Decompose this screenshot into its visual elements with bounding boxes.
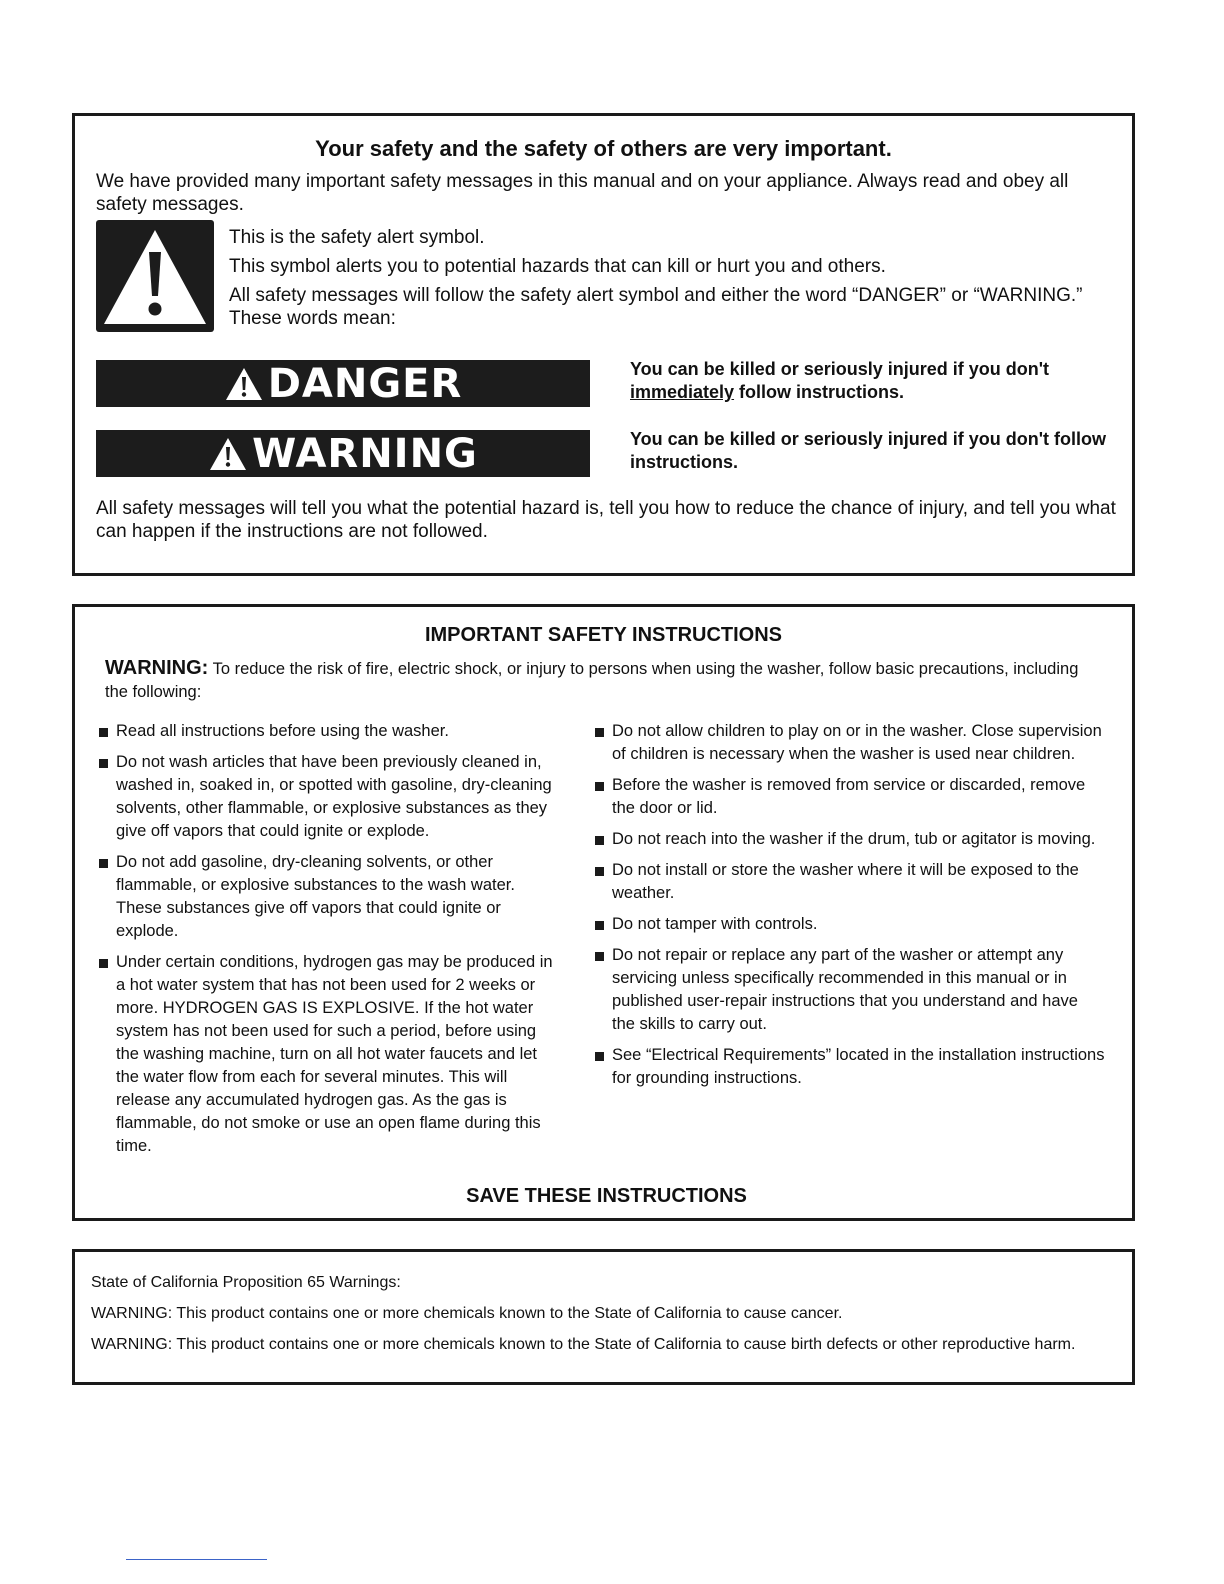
danger-signal-word (96, 360, 590, 407)
prop65-title: State of California Proposition 65 Warnings: (91, 1274, 401, 1291)
bullet-icon (595, 952, 604, 961)
bullet-icon (595, 867, 604, 876)
list-item-text: Do not tamper with controls. (612, 915, 818, 933)
list-item (99, 751, 559, 843)
safety-title: Your safety and the safety of others are very important. (315, 136, 892, 161)
list-item-text: Do not allow children to play on or in the washer. Close supervision of children is necessary when the washer is used near children. (612, 722, 1102, 763)
symbol-line: This symbol alerts you to potential hazards that can kill or hurt you and others. (229, 256, 886, 277)
danger-label: DANGER (267, 360, 463, 407)
warning-label: WARNING (252, 430, 478, 477)
list-item-text: Do not install or store the washer where it will be exposed to the weather. (612, 861, 1079, 902)
danger-desc-end: follow instructions. (734, 382, 905, 402)
bullet-icon (595, 782, 604, 791)
list-item (595, 944, 1105, 1036)
safety-info-box (72, 113, 1135, 576)
danger-desc-start: You can be killed or seriously injured if you don't (630, 359, 1050, 379)
danger-description (630, 358, 1110, 404)
bullet-icon (595, 921, 604, 930)
list-item-text: Do not repair or replace any part of the washer or attempt any servicing unless specifically recommended in this manual or in published user-repair instructions that you understand and have the skills to carry out. (612, 946, 1078, 1033)
alert-triangle-icon (224, 366, 264, 402)
prop65-warning-reproductive: WARNING: This product contains one or more chemicals known to the State of California to cause birth defects or other reproductive harm. (91, 1336, 1076, 1353)
list-item-text: Do not reach into the washer if the drum, tub or agitator is moving. (612, 830, 1096, 848)
instructions-right-column (595, 720, 1105, 1098)
list-item (99, 720, 559, 743)
bullet-icon (99, 959, 108, 968)
list-item-text: See “Electrical Requirements” located in the installation instructions for grounding instructions. (612, 1046, 1105, 1087)
danger-desc-underlined: immediately (630, 382, 735, 402)
warning-description: You can be killed or seriously injured if you don't follow instructions. (630, 429, 1106, 472)
alert-triangle-icon (208, 436, 248, 472)
instructions-left-column (99, 720, 559, 1166)
instructions-title: IMPORTANT SAFETY INSTRUCTIONS (424, 624, 783, 646)
bullet-icon (99, 759, 108, 768)
list-item-text: Do not wash articles that have been previously cleaned in, washed in, soaked in, or spotted with gasoline, dry-cleaning solvents, other flammable, or explosive substances as they give off vapors that could ignite or explode. (116, 753, 552, 840)
list-item-text: Before the washer is removed from service or discarded, remove the door or lid. (612, 776, 1086, 817)
warning-text: To reduce the risk of fire, electric shock, or injury to persons when using the washer, follow basic precautions, including the following: (105, 660, 1079, 701)
list-item (595, 1044, 1105, 1090)
warning-label: WARNING: (105, 657, 209, 679)
bullet-icon (99, 728, 108, 737)
warning-signal-word (96, 430, 590, 477)
list-item (99, 851, 559, 943)
list-item (595, 828, 1105, 851)
important-safety-instructions-box (72, 604, 1135, 1221)
list-item (595, 774, 1105, 820)
list-item (99, 951, 559, 1158)
list-item-text: Read all instructions before using the washer. (116, 722, 449, 740)
bullet-icon (99, 859, 108, 868)
bullet-icon (595, 1052, 604, 1061)
safety-intro: We have provided many important safety messages in this manual and on your appliance. Always read and obey all safety messages. (96, 171, 1069, 215)
link-underline (126, 1559, 267, 1560)
prop65-box (72, 1249, 1135, 1385)
list-item (595, 859, 1105, 905)
list-item-text: Do not add gasoline, dry-cleaning solvents, or other flammable, or explosive substances to the wash water. These substances give off vapors that could ignite or explode. (116, 853, 515, 940)
safety-alert-symbol-icon (96, 220, 214, 332)
save-instructions-heading: SAVE THESE INSTRUCTIONS (466, 1185, 747, 1207)
bullet-icon (595, 728, 604, 737)
list-item-text: Under certain conditions, hydrogen gas may be produced in a hot water system that has not been used for 2 weeks or more. HYDROGEN GAS IS EXPLOSIVE. If the hot water system has not been used for such a period, before using the washing machine, turn on all hot water faucets and let the water flow from each for several minutes. This will release any accumulated hydrogen gas. As the gas is flammable, do not smoke or use an open flame during this time. (116, 953, 553, 1155)
instructions-warning (105, 657, 1105, 704)
symbol-line: This is the safety alert symbol. (229, 227, 485, 248)
list-item (595, 720, 1105, 766)
safety-footer: All safety messages will tell you what the potential hazard is, tell you how to reduce the chance of injury, and tell you what can happen if the instructions are not followed. (96, 498, 1116, 542)
list-item (595, 913, 1105, 936)
prop65-warning-cancer: WARNING: This product contains one or more chemicals known to the State of California to cause cancer. (91, 1305, 843, 1322)
bullet-icon (595, 836, 604, 845)
symbol-line: All safety messages will follow the safety alert symbol and either the word “DANGER” or “WARNING.” These words mean: (229, 285, 1083, 329)
